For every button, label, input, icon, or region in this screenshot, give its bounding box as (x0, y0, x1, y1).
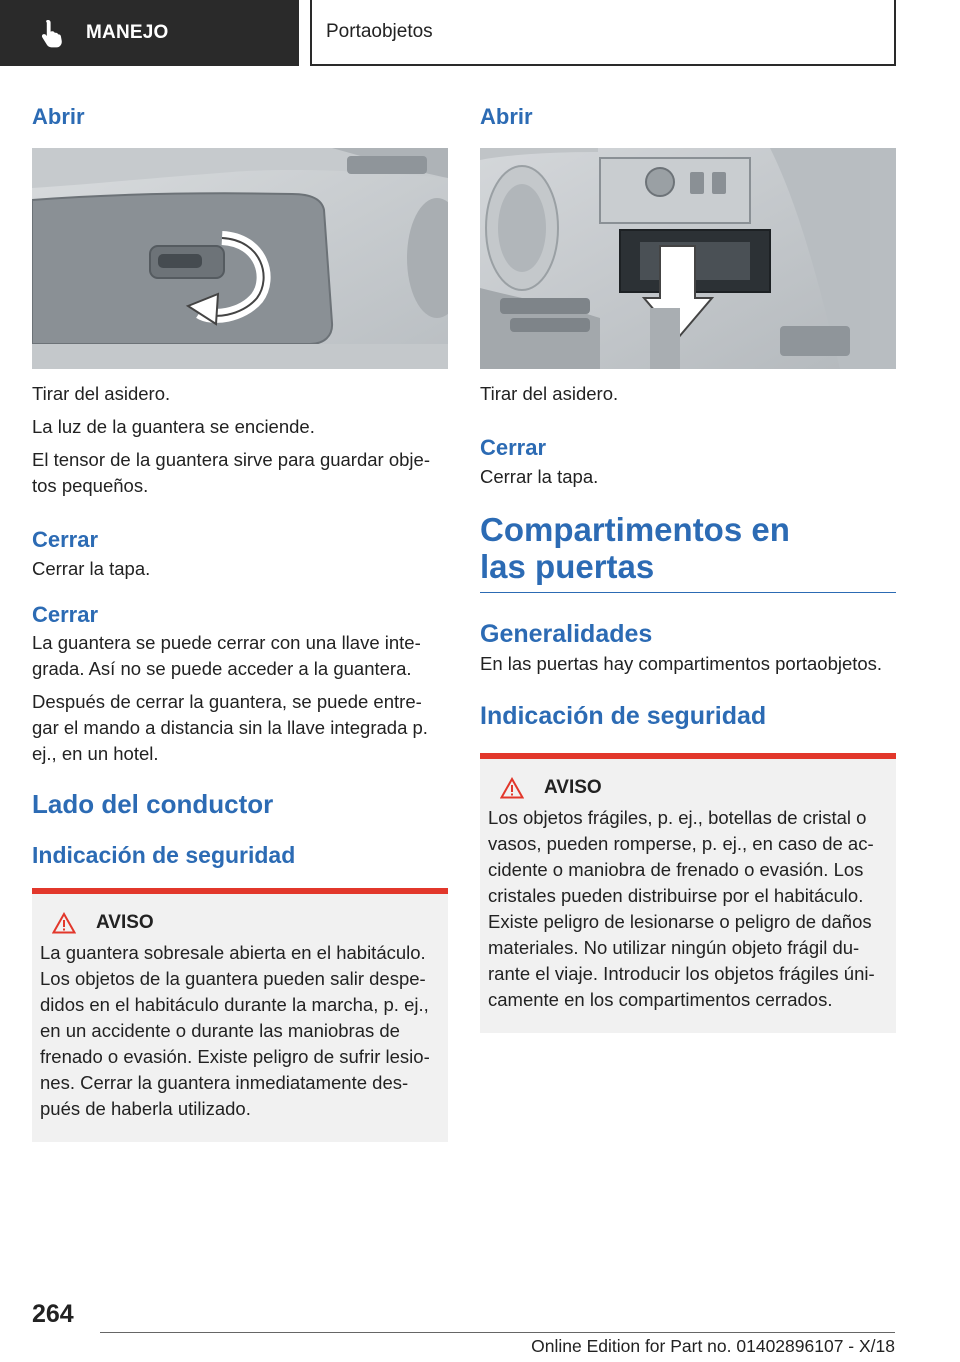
warning-triangle-icon (500, 777, 524, 799)
text-tensor: El tensor de la guantera sirve para guardar obje-tos pequeños. (32, 449, 430, 497)
page-tab-label: Portaobjetos (326, 21, 433, 42)
glovebox-figure (32, 148, 448, 369)
warning-box-left (32, 888, 448, 1142)
warning-title-right: AVISO (544, 776, 602, 798)
glovebox-illustration (32, 148, 448, 369)
warning-text-left: La guantera sobresale abierta en el habitáculo. Los objetos de la guantera pueden salir despe-didos en el habitáculo durante la marcha, p. ej., en un accidente o durante las maniobras de frenado o evasión. Existe peligro de sufrir lesio-nes. Cerrar la guantera inmediatamente des-pués de haberla utilizado. (40, 941, 430, 1119)
heading-close-left: Cerrar (32, 527, 99, 553)
heading-safety-left: Indicación de seguridad (32, 842, 296, 869)
text-lock-1: La guantera se puede cerrar con una llave inte-grada. Así no se puede acceder a la guantera. (32, 632, 421, 680)
text-light: La luz de la guantera se enciende. (32, 416, 315, 438)
text-general: En las puertas hay compartimentos portaobjetos. (480, 652, 883, 674)
warning-header-right (500, 777, 888, 799)
text-close-left: Cerrar la tapa. (32, 557, 151, 579)
heading-open-right: Abrir (480, 104, 533, 129)
driver-compartment-illustration (480, 148, 896, 369)
page-header (0, 0, 960, 66)
heading-close-right: Cerrar (480, 435, 547, 461)
chapter-title-block (480, 512, 896, 593)
warning-box-right (480, 753, 896, 1033)
heading-lock: Cerrar (32, 601, 99, 627)
heading-driver-side: Lado del conductor (32, 789, 274, 820)
hand-pointer-icon (40, 18, 66, 48)
text-pull-handle-right: Tirar del asidero. (480, 383, 619, 405)
warning-title-left: AVISO (96, 911, 154, 933)
warning-text-right: Los objetos frágiles, p. ej., botellas de cristal o vasos, pueden romperse, p. ej., en caso de ac-cidente o maniobra de frenado o evasión. Los cristales pueden distribuirse por el habitáculo. Existe peligro de lesionarse o peligro de daños materiales. No utilizar ningún objeto frágil du-rante el viaje. Introducir los objetos frágiles úni-camente en los compartimentos cerrados. (488, 806, 875, 1010)
warning-triangle-icon (52, 912, 76, 934)
chapter-title: Compartimentos en las puertas (480, 510, 790, 585)
text-pull-handle-left: Tirar del asidero. (32, 383, 171, 405)
heading-safety-right: Indicación de seguridad (480, 701, 767, 730)
heading-general: Generalidades (480, 619, 653, 648)
left-column (32, 100, 448, 1142)
page-number: 264 (32, 1300, 74, 1328)
text-lock-2: Después de cerrar la guantera, se puede entre-gar el mando a distancia sin la llave integrada p. ej., en un hotel. (32, 691, 428, 765)
page-tab (310, 0, 896, 66)
section-tab-label: MANEJO (86, 22, 169, 43)
warning-header-left (52, 912, 440, 934)
heading-open-left: Abrir (32, 104, 85, 129)
right-column (480, 100, 896, 1033)
section-tab (0, 0, 299, 66)
text-close-right: Cerrar la tapa. (480, 465, 599, 487)
footer-edition: Online Edition for Part no. 01402896107 - X/18 (531, 1336, 895, 1356)
footer-rule (100, 1332, 895, 1333)
driver-compartment-figure (480, 148, 896, 369)
